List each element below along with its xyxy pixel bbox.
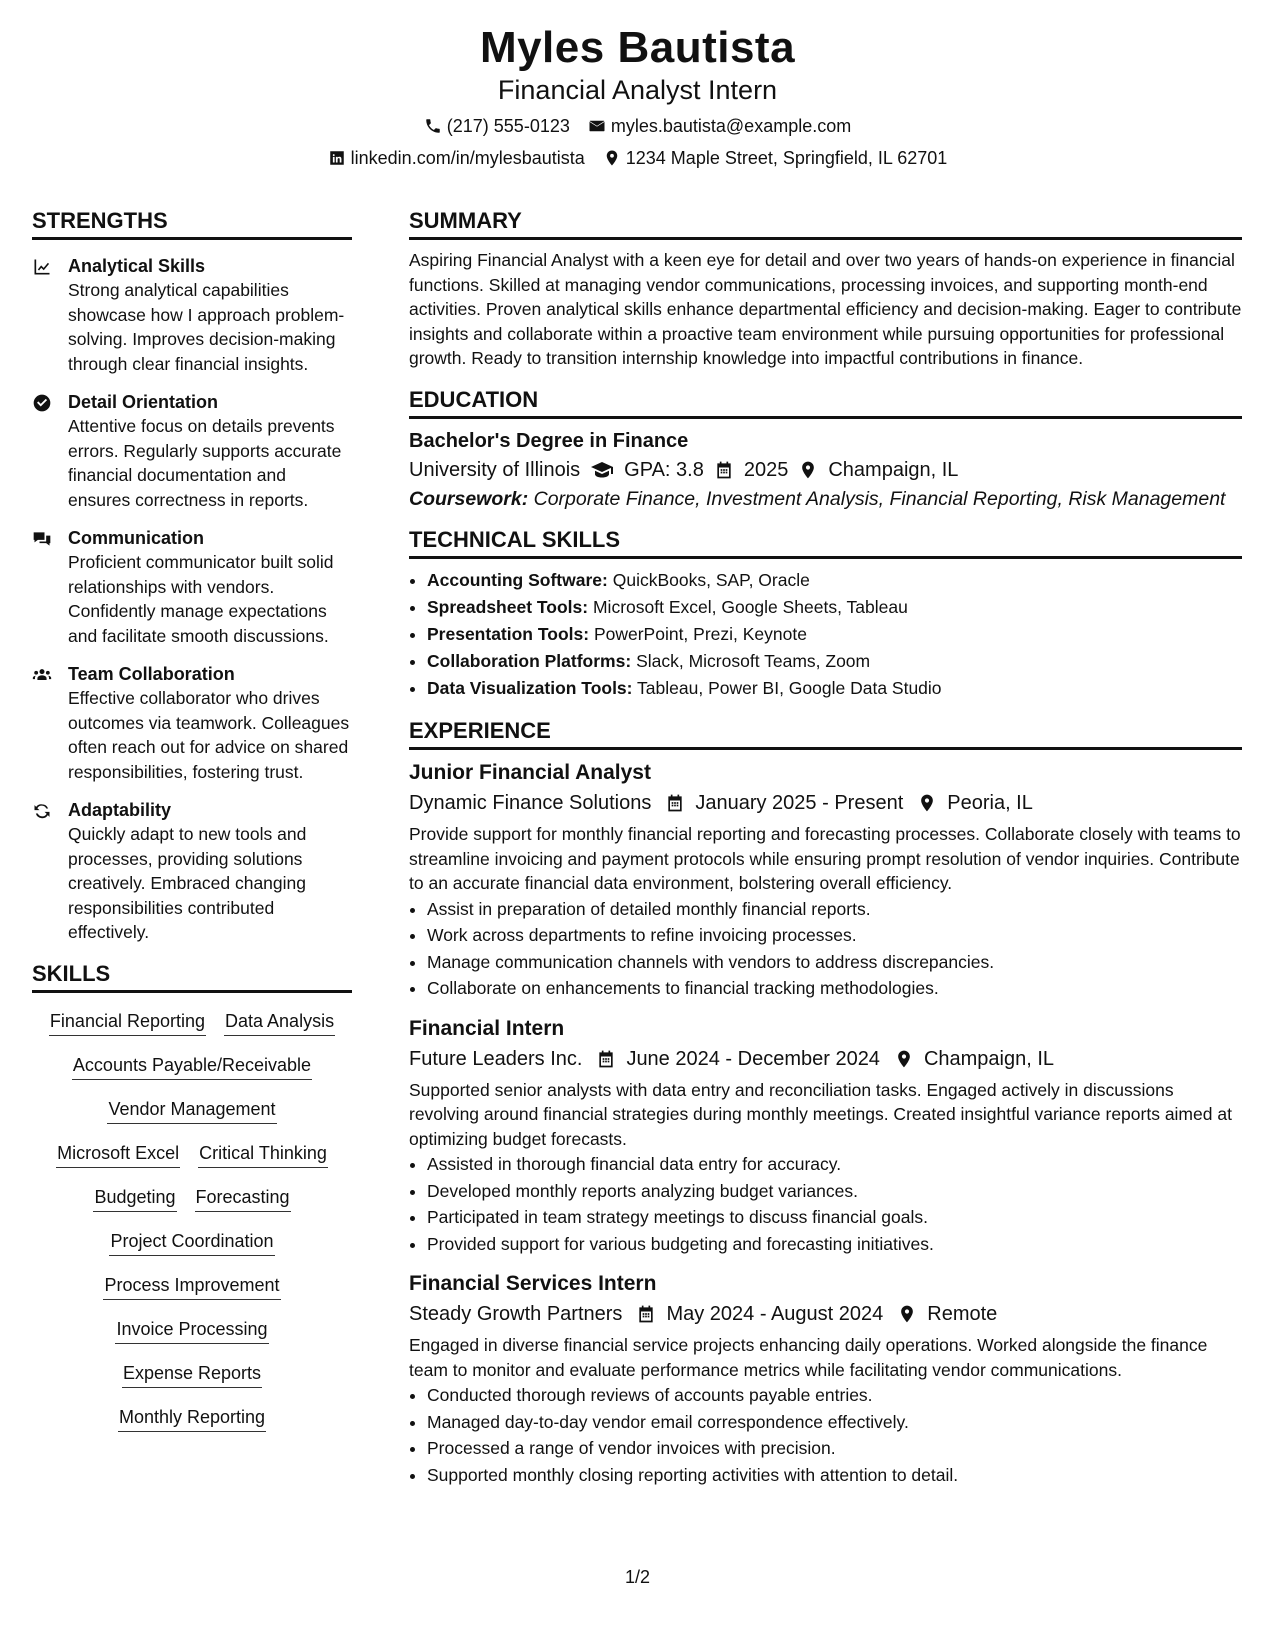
strength-description: Proficient communicator built solid relationships with vendors. Confidently manage expectations and facilitate smooth discussions. <box>68 552 334 646</box>
skill-tag: Project Coordination <box>109 1229 274 1256</box>
strength-name: Detail Orientation <box>68 392 219 412</box>
map-marker-icon <box>894 1049 914 1069</box>
envelope-icon <box>588 117 606 135</box>
map-marker-icon <box>917 793 937 813</box>
phone-text: (217) 555-0123 <box>446 116 570 136</box>
technical-skill-value: QuickBooks, SAP, Oracle <box>612 570 810 590</box>
strength-body <box>68 390 352 512</box>
skill-tag: Process Improvement <box>103 1273 280 1300</box>
skills-list <box>32 1001 352 1432</box>
job-bullet: • Conducted thorough reviews of accounts payable entries. <box>427 1382 1242 1409</box>
job-location-wrap <box>897 1299 997 1329</box>
technical-skill-label: Accounting Software: <box>427 570 608 590</box>
calendar-icon <box>714 460 734 480</box>
candidate-name: Myles Bautista <box>479 23 796 72</box>
job-company: Future Leaders Inc. <box>409 1047 583 1070</box>
job-entry <box>409 1014 1242 1258</box>
skill-tag: Vendor Management <box>107 1097 276 1124</box>
skill-tag: Critical Thinking <box>198 1141 328 1168</box>
job-bullet: • Manage communication channels with vendors to address discrepancies. <box>427 949 1242 976</box>
technical-skill-value: PowerPoint, Prezi, Keynote <box>593 624 807 644</box>
job-location: Peoria, IL <box>947 792 1033 814</box>
strength-body <box>68 662 352 784</box>
strength-name: Team Collaboration <box>68 664 235 684</box>
graduation-cap-icon <box>590 458 614 482</box>
skill-tag: Expense Reports <box>122 1361 262 1388</box>
skills-row <box>32 1053 352 1080</box>
skill-tag: Budgeting <box>93 1185 176 1212</box>
education-school: University of Illinois <box>409 458 581 481</box>
summary-text: Aspiring Financial Analyst with a keen eye for detail and over two years of hands-on experience in financial functions. Skilled at managing vendor communications, processing invoices, and supporting month-end activities. Proven analytical skills enhance departmental efficiency and decision-making. Eager to contribute insights and collaborate within a proactive team environment while pursuing opportunities for professional growth. Ready to transition internship knowledge into impactful contributions in finance. <box>409 250 1242 368</box>
job-dates-wrap <box>636 1299 883 1329</box>
sync-icon <box>32 801 52 821</box>
skills-heading: SKILLS <box>32 959 352 993</box>
job-location: Champaign, IL <box>923 1047 1055 1070</box>
strength-body <box>68 526 352 648</box>
job-bullet: • Managed day-to-day vendor email correspondence effectively. <box>427 1409 1242 1436</box>
technical-skill-item <box>427 594 1242 621</box>
strength-description: Attentive focus on details prevents errors. Regularly supports accurate financial documentation and ensures correctness in reports. <box>68 416 342 510</box>
skill-tag: Forecasting <box>195 1185 291 1212</box>
skill-tag: Monthly Reporting <box>118 1405 266 1432</box>
job-meta <box>409 1044 1242 1074</box>
linkedin-text[interactable]: linkedin.com/in/mylesbautista <box>350 148 585 168</box>
job-description: Engaged in diverse financial service projects enhancing daily operations. Worked alongside the finance team to monitor and evaluate performance metrics while facilitating vendor communications. <box>409 1335 1208 1380</box>
candidate-title: Financial Analyst Intern <box>497 75 778 105</box>
experience-heading: EXPERIENCE <box>409 716 1242 750</box>
education-year: 2025 <box>743 458 789 481</box>
email-text[interactable]: myles.bautista@example.com <box>610 116 852 136</box>
strength-description: Effective collaborator who drives outcomes via teamwork. Colleagues often reach out for advice on shared responsibilities, fostering trust. <box>68 688 350 782</box>
skill-tag: Invoice Processing <box>115 1317 268 1344</box>
education-coursework <box>409 487 1242 512</box>
strength-item <box>32 526 352 648</box>
calendar-icon <box>665 793 685 813</box>
job-bullet: • Provided support for various budgeting and forecasting initiatives. <box>427 1231 1242 1258</box>
map-marker-icon <box>603 149 621 167</box>
strength-description: Strong analytical capabilities showcase how I approach problem-solving. Improves decision-making through clear financial insights. <box>68 280 345 374</box>
job-bullet: • Processed a range of vendor invoices with precision. <box>427 1435 1242 1462</box>
technical-skills-heading: TECHNICAL SKILLS <box>409 525 1242 559</box>
left-column <box>32 206 352 1432</box>
strength-item <box>32 798 352 945</box>
page-number: 1/2 <box>624 1567 651 1587</box>
technical-skill-value: Microsoft Excel, Google Sheets, Tableau <box>592 597 908 617</box>
job-meta <box>409 788 1242 818</box>
education-meta <box>409 455 1242 485</box>
job-description: Supported senior analysts with data entry and reconciliation tasks. Engaged actively in discussions revolving around financial strategies during monthly meetings. Created insightful variance reports aimed at optimizing budget forecasts. <box>409 1079 1232 1149</box>
users-icon <box>32 665 52 685</box>
experience-list <box>409 758 1242 1488</box>
job-dates: June 2024 - December 2024 <box>626 1047 880 1070</box>
skills-row <box>32 1185 352 1212</box>
map-marker-icon <box>798 460 818 480</box>
job-bullets <box>409 1151 1242 1257</box>
phone-icon <box>424 117 442 135</box>
job-bullet: • Participated in team strategy meetings to discuss financial goals. <box>427 1204 1242 1231</box>
job-bullet: • Collaborate on enhancements to financial tracking methodologies. <box>427 975 1242 1002</box>
education-degree: Bachelor's Degree in Finance <box>409 429 689 452</box>
job-title: Financial Services Intern <box>409 1272 657 1295</box>
skill-tag: Financial Reporting <box>49 1009 206 1036</box>
coursework-label: Coursework: <box>409 487 529 510</box>
comments-icon <box>32 529 52 549</box>
strength-name: Analytical Skills <box>68 256 206 276</box>
strength-icon-wrap <box>32 254 54 376</box>
address-contact <box>603 146 948 170</box>
technical-skill-label: Collaboration Platforms: <box>427 651 632 671</box>
education-location: Champaign, IL <box>828 458 959 481</box>
strength-name: Communication <box>68 528 205 548</box>
strength-name: Adaptability <box>68 800 172 820</box>
strengths-heading: STRENGTHS <box>32 206 352 240</box>
job-dates: January 2025 - Present <box>695 792 904 814</box>
job-bullets <box>409 1382 1242 1488</box>
strength-icon-wrap <box>32 390 54 512</box>
technical-skill-value: Slack, Microsoft Teams, Zoom <box>636 651 871 671</box>
skills-row <box>32 1361 352 1388</box>
skill-tag: Data Analysis <box>224 1009 335 1036</box>
address-text: 1234 Maple Street, Springfield, IL 62701 <box>625 148 948 168</box>
skill-tag: Microsoft Excel <box>56 1141 180 1168</box>
strength-icon-wrap <box>32 662 54 784</box>
strength-item <box>32 390 352 512</box>
contact-line-2 <box>0 146 1275 170</box>
job-bullet: • Developed monthly reports analyzing budget variances. <box>427 1178 1242 1205</box>
education-gpa: GPA: 3.8 <box>624 458 704 481</box>
job-title: Junior Financial Analyst <box>409 761 651 784</box>
skills-row <box>32 1229 352 1256</box>
phone-contact <box>424 114 570 138</box>
technical-skill-item <box>427 675 1242 702</box>
technical-skill-item <box>427 648 1242 675</box>
job-bullet: • Assist in preparation of detailed monthly financial reports. <box>427 896 1242 923</box>
job-company: Steady Growth Partners <box>409 1303 623 1325</box>
job-dates: May 2024 - August 2024 <box>666 1303 884 1325</box>
strength-icon-wrap <box>32 526 54 648</box>
skill-tag: Accounts Payable/Receivable <box>72 1053 312 1080</box>
job-company: Dynamic Finance Solutions <box>409 792 652 814</box>
email-contact[interactable] <box>588 114 851 138</box>
skills-row <box>32 1141 352 1168</box>
map-marker-icon <box>897 1304 917 1324</box>
skills-row <box>32 1273 352 1300</box>
strengths-list <box>32 248 352 945</box>
chart-line-icon <box>32 257 52 277</box>
right-column <box>409 206 1242 1500</box>
strength-item <box>32 254 352 376</box>
technical-skill-item <box>427 621 1242 648</box>
linkedin-contact[interactable] <box>328 146 585 170</box>
skills-row <box>32 1405 352 1432</box>
resume-header <box>0 22 1275 170</box>
job-bullet: • Assisted in thorough financial data entry for accuracy. <box>427 1151 1242 1178</box>
technical-skills-list <box>409 567 1242 702</box>
contact-line-1 <box>0 114 1275 138</box>
job-title: Financial Intern <box>409 1016 565 1040</box>
coursework-text: Corporate Finance, Investment Analysis, Financial Reporting, Risk Management <box>533 487 1226 510</box>
technical-skill-label: Spreadsheet Tools: <box>427 597 589 617</box>
strength-icon-wrap <box>32 798 54 945</box>
linkedin-icon <box>328 149 346 167</box>
job-location: Remote <box>927 1303 998 1325</box>
job-bullet: • Supported monthly closing reporting activities with attention to detail. <box>427 1462 1242 1489</box>
strength-description: Quickly adapt to new tools and processes, providing solutions creatively. Embraced changing responsibilities contributed effectively. <box>68 824 307 942</box>
education-heading: EDUCATION <box>409 385 1242 419</box>
skills-row <box>32 1097 352 1124</box>
strength-body <box>68 254 352 376</box>
skills-row <box>32 1317 352 1344</box>
technical-skill-label: Presentation Tools: <box>427 624 590 644</box>
job-location-wrap <box>894 1044 1054 1074</box>
job-description: Provide support for monthly financial reporting and forecasting processes. Collaborate closely with teams to streamline invoicing and payment protocols while ensuring prompt resolution of vendor inquiries. Contribute to an accurate financial data environment, bolstering overall efficiency. <box>409 824 1241 893</box>
summary-heading: SUMMARY <box>409 206 1242 240</box>
technical-skill-label: Data Visualization Tools: <box>427 678 633 698</box>
calendar-icon <box>596 1049 616 1069</box>
job-location-wrap <box>917 788 1033 818</box>
job-bullets <box>409 896 1242 1002</box>
job-dates-wrap <box>596 1044 880 1074</box>
job-entry <box>409 1269 1242 1488</box>
strength-body <box>68 798 352 945</box>
strength-item <box>32 662 352 784</box>
calendar-icon <box>636 1304 656 1324</box>
technical-skill-item <box>427 567 1242 594</box>
job-dates-wrap <box>665 788 903 818</box>
check-circle-icon <box>32 393 52 413</box>
technical-skill-value: Tableau, Power BI, Google Data Studio <box>637 678 942 698</box>
job-entry <box>409 758 1242 1002</box>
job-meta <box>409 1299 1242 1329</box>
job-bullet: • Work across departments to refine invoicing processes. <box>427 922 1242 949</box>
skills-row <box>32 1009 352 1036</box>
